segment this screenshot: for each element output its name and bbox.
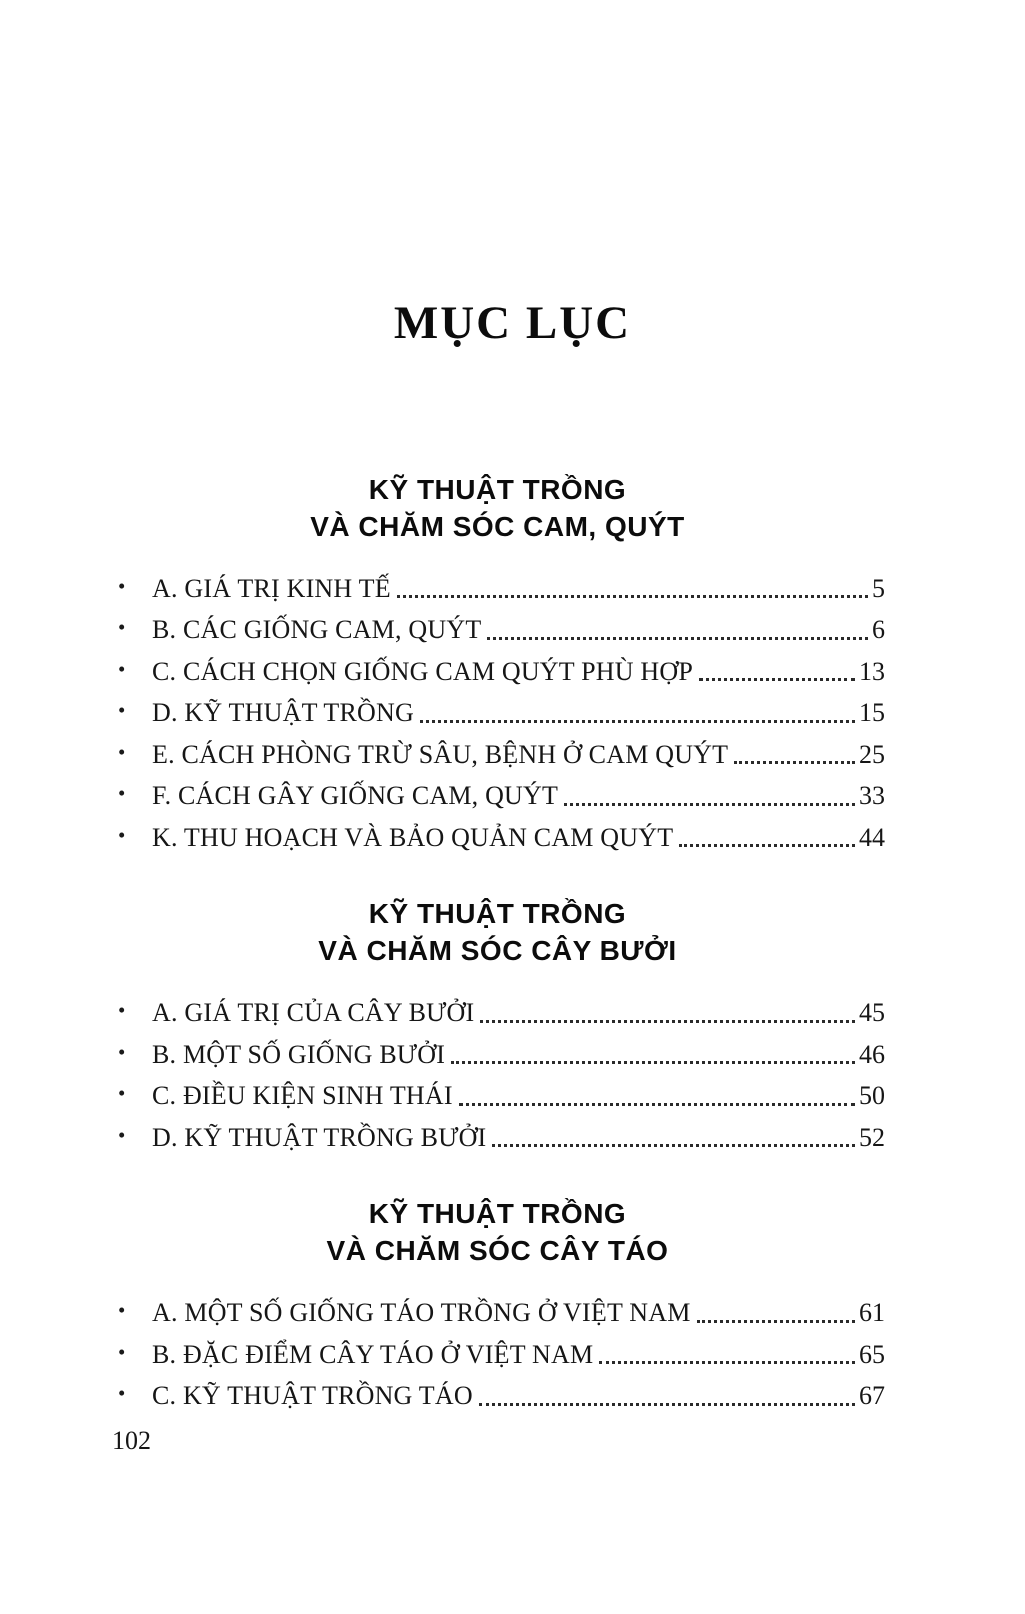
toc-entry	[110, 1339, 885, 1372]
toc-entry-page: 5	[872, 573, 885, 603]
bullet-icon: •	[118, 781, 126, 806]
dot-leader	[487, 614, 868, 640]
toc-entry-label: A. MỘT SỐ GIỐNG TÁO TRỒNG Ở VIỆT NAM	[152, 1298, 691, 1328]
dot-leader	[734, 739, 855, 765]
toc-entry	[110, 1080, 885, 1113]
toc-entry-page: 50	[859, 1081, 885, 1111]
dot-leader	[679, 822, 855, 848]
toc-entry-page: 67	[859, 1381, 885, 1411]
toc-entry	[110, 656, 885, 689]
toc-entry	[110, 1122, 885, 1155]
toc-entry	[110, 780, 885, 813]
bullet-icon: •	[118, 656, 126, 681]
section-heading-line2: VÀ CHĂM SÓC CAM, QUÝT	[310, 510, 685, 542]
toc-entry-label: F. CÁCH GÂY GIỐNG CAM, QUÝT	[152, 781, 559, 811]
section-heading-line1: KỸ THUẬT TRỒNG	[368, 898, 627, 930]
toc-entry-label: K. THU HOẠCH VÀ BẢO QUẢN CAM QUÝT	[152, 822, 674, 852]
toc-entry-label: E. CÁCH PHÒNG TRỪ SÂU, BỆNH Ở CAM QUÝT	[152, 739, 729, 769]
toc-entry-page: 33	[859, 781, 885, 811]
toc-entry-page: 15	[859, 698, 885, 728]
toc-entry-label: C. ĐIỀU KIỆN SINH THÁI	[152, 1081, 453, 1111]
section-heading-line2: VÀ CHĂM SÓC CÂY BƯỞI	[318, 935, 677, 967]
bullet-icon: •	[118, 698, 126, 723]
dot-leader	[697, 1297, 855, 1323]
toc-entry-page: 52	[859, 1122, 885, 1152]
bullet-icon: •	[118, 739, 126, 764]
toc-entry-page: 65	[859, 1339, 885, 1369]
toc-entry-label: B. ĐẶC ĐIỂM CÂY TÁO Ở VIỆT NAM	[152, 1339, 594, 1369]
bullet-icon: •	[118, 573, 126, 598]
toc-entry-page: 25	[859, 739, 885, 769]
toc-entry-label: B. MỘT SỐ GIỐNG BƯỞI	[152, 1039, 446, 1069]
section-heading	[110, 896, 885, 970]
toc-entry-page: 61	[859, 1298, 885, 1328]
toc-entry	[110, 1297, 885, 1330]
dot-leader	[699, 656, 855, 682]
toc-entry-list	[110, 1297, 885, 1413]
section-cay-tao	[110, 1196, 885, 1412]
toc-entry-page: 46	[859, 1039, 885, 1069]
toc-entry-page: 44	[859, 822, 885, 852]
toc-entry-page: 13	[859, 656, 885, 686]
bullet-icon: •	[118, 1298, 126, 1323]
toc-entry-label: A. GIÁ TRỊ CỦA CÂY BƯỞI	[152, 998, 475, 1028]
dot-leader	[564, 780, 855, 806]
bullet-icon: •	[118, 1081, 126, 1106]
toc-entry-label: C. CÁCH CHỌN GIỐNG CAM QUÝT PHÙ HỢP	[152, 656, 694, 686]
bullet-icon: •	[118, 1122, 126, 1147]
dot-leader	[492, 1122, 855, 1148]
section-heading-line1: KỸ THUẬT TRỒNG	[368, 1198, 627, 1230]
toc-entry	[110, 997, 885, 1030]
section-heading	[110, 1196, 885, 1270]
table-of-contents	[110, 472, 885, 1413]
dot-leader	[479, 1380, 855, 1406]
section-heading-line1: KỸ THUẬT TRỒNG	[368, 474, 627, 505]
bullet-icon: •	[118, 998, 126, 1023]
toc-entry-label: C. KỸ THUẬT TRỒNG TÁO	[152, 1381, 473, 1411]
dot-leader	[480, 997, 855, 1023]
toc-entry	[110, 573, 885, 606]
toc-entry-label: A. GIÁ TRỊ KINH TẾ	[152, 573, 391, 603]
dot-leader	[451, 1039, 855, 1065]
section-heading-line2: VÀ CHĂM SÓC CÂY TÁO	[326, 1235, 669, 1267]
toc-entry-list	[110, 573, 885, 855]
page-title: MỤC LỤC	[393, 297, 632, 349]
section-cay-buoi	[110, 896, 885, 1154]
section-heading	[110, 472, 885, 546]
dot-leader	[459, 1080, 855, 1106]
toc-entry	[110, 822, 885, 855]
dot-leader	[420, 697, 855, 723]
bullet-icon: •	[118, 1339, 126, 1364]
toc-entry	[110, 1039, 885, 1072]
toc-entry-list	[110, 997, 885, 1154]
bullet-icon: •	[118, 822, 126, 847]
toc-entry	[110, 1380, 885, 1413]
toc-entry	[110, 739, 885, 772]
toc-entry	[110, 697, 885, 730]
toc-entry	[110, 614, 885, 647]
section-cam-quyt	[110, 472, 885, 854]
dot-leader	[599, 1339, 855, 1365]
bullet-icon: •	[118, 615, 126, 640]
toc-entry-label: B. CÁC GIỐNG CAM, QUÝT	[152, 615, 482, 645]
dot-leader	[397, 573, 868, 599]
toc-entry-page: 6	[872, 615, 885, 645]
page-number: 102	[112, 1426, 151, 1455]
bullet-icon: •	[118, 1381, 126, 1406]
toc-entry-label: D. KỸ THUẬT TRỒNG BƯỞI	[152, 1122, 487, 1152]
bullet-icon: •	[118, 1039, 126, 1064]
toc-entry-page: 45	[859, 998, 885, 1028]
toc-entry-label: D. KỸ THUẬT TRỒNG	[152, 698, 414, 728]
